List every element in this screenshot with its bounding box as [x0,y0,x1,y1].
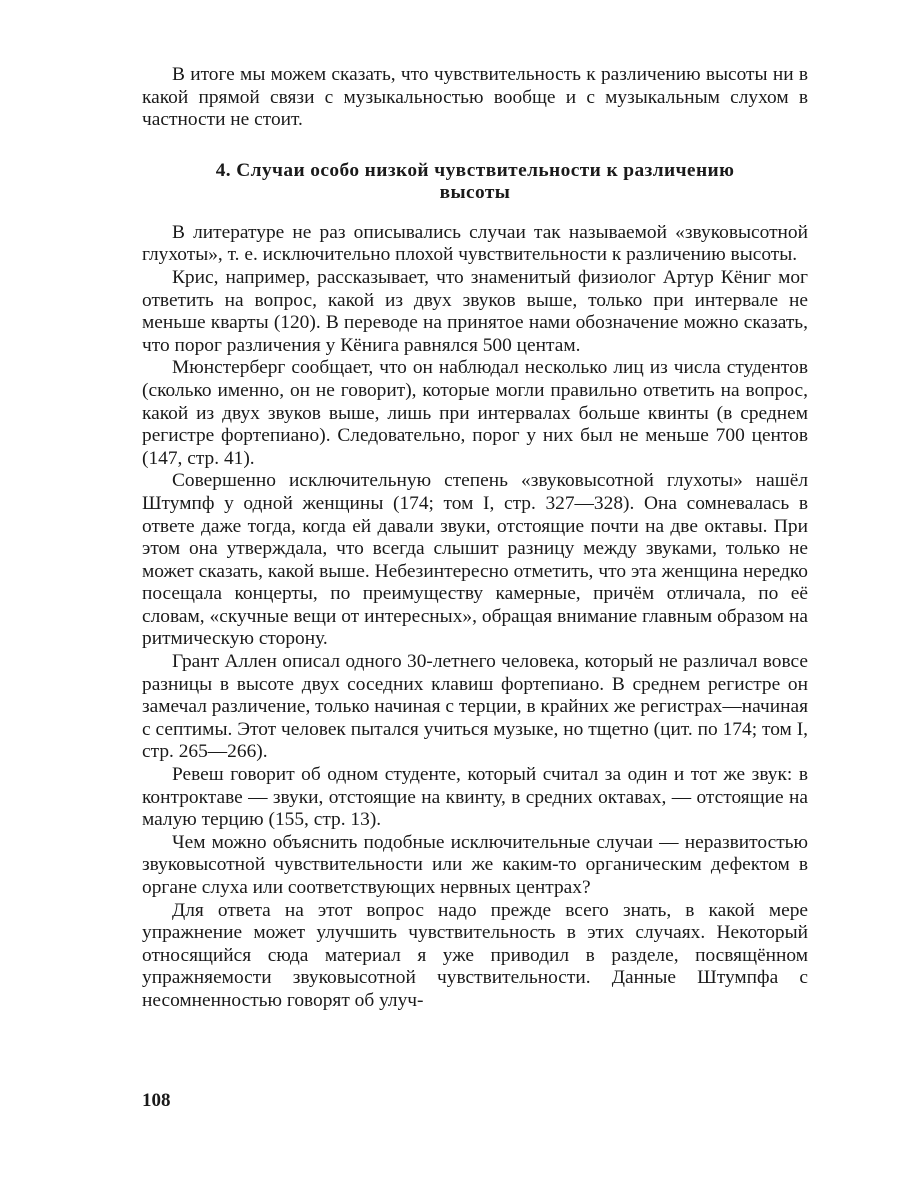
section-title-line2: высоты [439,181,511,203]
paragraph: Грант Аллен описал одного 30-летнего человека, который не различал вовсе разницы в высоте двух соседних клавиш фортепиано. В среднем регистре он замечал различение, только начиная с терции, в крайних же регистрах—начиная с септимы. Этот человек пытался учиться музыке, но тщетно (цит. по 174; том I, стр. 265—266). [142,651,809,763]
section-heading [142,160,808,204]
page-number: 108 [142,1090,171,1111]
paragraph: Ревеш говорит об одном студенте, который считал за один и тот же звук: в контроктаве — звуки, отстоящие на квинту, в средних октавах, — отстоящие на малую терцию (155, стр. 13). [142,764,808,831]
paragraph: Совершенно исключительную степень «звуковысотной глухоты» нашёл Штумпф у одной женщины (174; том I, стр. 327—328). Она сомневалась в ответе даже тогда, когда ей давали звуки, отстоящие почти на две октавы. При этом она утверждала, что всегда слышит разницу между звуками, только не может сказать, какой выше. Небезинтересно отметить, что эта женщина нередко посещала концерты, по преимуществу камерные, причём отличала, по её словам, «скучные вещи от интересных», обращая внимание главным образом на ритмическую сторону. [142,470,808,650]
intro-paragraph: В итоге мы можем сказать, что чувствительность к различению высоты ни в какой прямой связи с музыкальностью вообще и с музыкальным слухом в частности не стоит. [142,64,808,131]
paragraph: В литературе не раз описывались случаи так называемой «звуковысотной глухоты», т. е. исключительно плохой чувствительности к различению высоты. [142,221,808,266]
section-title-line1: 4. Случаи особо низкой чувствительности к различению [215,159,735,181]
paragraph: Чем можно объяснить подобные исключительные случаи — неразвитостью звуковысотной чувствительности или же каким-то органическим дефектом в органе слуха или соответствующих нервных центрах? [142,831,808,898]
paragraph: Мюнстерберг сообщает, что он наблюдал несколько лиц из числа студентов (сколько именно, он не говорит), которые могли правильно ответить на вопрос, какой из двух звуков выше, лишь при интервалах больше квинты (в среднем регистре фортепиано). Следовательно, порог у них был не меньше 700 центов (147, стр. 41). [142,357,808,469]
paragraph: Крис, например, рассказывает, что знаменитый физиолог Артур Кёниг мог ответить на вопрос, какой из двух звуков выше, только при интервале не меньше кварты (120). В переводе на принятое нами обозначение можно сказать, что порог различения у Кёнига равнялся 500 центам. [142,266,808,356]
paragraph: Для ответа на этот вопрос надо прежде всего знать, в какой мере упражнение может улучшить чувствительность в этих случаях. Некоторый относящийся сюда материал я уже приводил в разделе, посвящённом упражняемости звуковысотной чувствительности. Данные Штумпфа с несомненностью говорят об улуч- [142,899,808,1011]
